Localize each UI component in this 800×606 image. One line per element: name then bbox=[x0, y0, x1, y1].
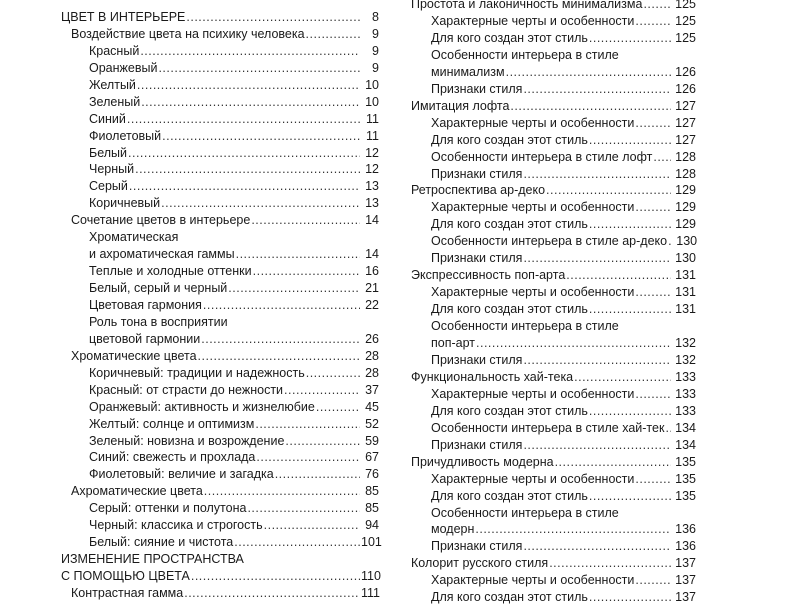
toc-entry bbox=[61, 280, 379, 297]
dot-leader bbox=[555, 454, 671, 471]
dot-leader bbox=[589, 301, 671, 318]
toc-page-number: 127 bbox=[675, 98, 696, 113]
toc-entry bbox=[61, 365, 379, 382]
dot-leader bbox=[635, 13, 671, 30]
dot-leader bbox=[549, 555, 671, 572]
toc-entry-title: Для кого создан этот стиль bbox=[431, 302, 588, 317]
toc-page-number: 135 bbox=[675, 454, 696, 469]
dot-leader bbox=[476, 335, 671, 352]
dot-leader bbox=[523, 538, 671, 555]
toc-entry-title: Коричневый bbox=[89, 196, 161, 211]
toc-entry-title: Синий bbox=[89, 111, 126, 126]
toc-entry-title: Признаки стиля bbox=[431, 352, 523, 367]
toc-entry-title: Желтый: солнце и оптимизм bbox=[89, 416, 255, 431]
toc-page-number: 127 bbox=[675, 132, 696, 147]
toc-entry bbox=[61, 433, 379, 450]
dot-leader bbox=[635, 115, 671, 132]
toc-entry bbox=[61, 382, 379, 399]
dot-leader bbox=[523, 437, 671, 454]
toc-entry-title: поп-арт bbox=[431, 336, 476, 350]
toc-page-number: 129 bbox=[675, 200, 696, 215]
toc-entry bbox=[61, 128, 379, 145]
toc-entry bbox=[411, 64, 696, 81]
toc-entry-title: Экспрессивность поп-арта bbox=[411, 268, 566, 283]
toc-entry-title: минимализм bbox=[431, 64, 505, 79]
toc-page-number: 137 bbox=[675, 590, 696, 605]
toc-entry-title: Хроматические цвета bbox=[71, 348, 197, 363]
toc-page-number: 13 bbox=[365, 179, 379, 194]
toc-entry-title: Зеленый: новизна и возрождение bbox=[89, 433, 285, 448]
toc-entry-title: Фиолетовый bbox=[89, 128, 162, 143]
toc-entry bbox=[61, 466, 379, 483]
toc-page-number: 137 bbox=[675, 556, 696, 571]
toc-entry bbox=[61, 263, 379, 280]
toc-section bbox=[61, 568, 379, 585]
toc-section bbox=[61, 551, 379, 568]
toc-page-number: 125 bbox=[675, 0, 696, 11]
dot-leader bbox=[236, 246, 360, 263]
dot-leader bbox=[635, 572, 671, 589]
toc-page-number: 37 bbox=[365, 382, 379, 397]
toc-entry bbox=[61, 500, 379, 517]
dot-leader bbox=[510, 98, 671, 115]
toc-entry-title: и ахроматическая гаммы bbox=[89, 247, 235, 262]
toc-entry bbox=[411, 488, 696, 505]
toc-entry bbox=[61, 246, 379, 263]
toc-entry-title: Серый: оттенки и полутона bbox=[89, 501, 247, 516]
toc-page-number: 133 bbox=[675, 369, 696, 384]
toc-page-number: 11 bbox=[366, 111, 379, 126]
toc-page-number: 76 bbox=[365, 467, 379, 482]
dot-leader bbox=[247, 500, 360, 517]
toc-entry-title: Оранжевый bbox=[89, 60, 158, 75]
dot-leader bbox=[635, 199, 671, 216]
toc-page-number: 128 bbox=[675, 149, 696, 164]
toc-entry-title: Имитация лофта bbox=[411, 98, 510, 113]
toc-entry-title: Черный: классика и строгость bbox=[89, 518, 263, 533]
toc-page-number: 136 bbox=[675, 539, 696, 554]
toc-page-number: 137 bbox=[675, 573, 696, 588]
dot-leader bbox=[589, 488, 671, 505]
toc-entry-title: Белый bbox=[89, 145, 128, 160]
dot-leader bbox=[161, 195, 360, 212]
dot-leader bbox=[255, 416, 360, 433]
toc-page-number: 9 bbox=[372, 60, 379, 75]
toc-page-number: 134 bbox=[675, 420, 696, 435]
toc-page-number: 110 bbox=[361, 569, 381, 584]
toc-entry bbox=[61, 145, 379, 162]
toc-page-number: 14 bbox=[365, 247, 379, 262]
dot-leader bbox=[523, 166, 671, 183]
dot-leader bbox=[184, 585, 360, 602]
toc-entry bbox=[411, 132, 696, 149]
toc-entry bbox=[411, 521, 696, 538]
toc-page-number: 125 bbox=[675, 13, 696, 28]
toc-page-number: 10 bbox=[365, 77, 379, 92]
toc-entry-title: Оранжевый: активность и жизнелюбие bbox=[89, 399, 315, 414]
toc-entry-title: Причудливость модерна bbox=[411, 454, 554, 469]
toc-page-number: 8 bbox=[372, 10, 379, 24]
toc-page-number: 132 bbox=[675, 352, 696, 367]
toc-entry bbox=[411, 284, 696, 301]
toc-entry bbox=[61, 43, 379, 60]
dot-leader bbox=[574, 369, 671, 386]
toc-entry-title: Особенности интерьера в стиле bbox=[431, 505, 619, 520]
dot-leader bbox=[589, 132, 671, 149]
toc-page-number: 85 bbox=[365, 501, 379, 516]
dot-leader bbox=[523, 81, 671, 98]
dot-leader bbox=[523, 352, 671, 369]
toc-page-number: 13 bbox=[365, 196, 379, 211]
toc-entry bbox=[61, 178, 379, 195]
dot-leader bbox=[643, 0, 671, 13]
dot-leader bbox=[201, 331, 360, 348]
dot-leader bbox=[141, 94, 360, 111]
toc-entry bbox=[411, 81, 696, 98]
toc-entry-title: Красный bbox=[89, 43, 140, 58]
toc-entry-title: Серый bbox=[89, 179, 128, 194]
dot-leader bbox=[203, 297, 360, 314]
toc-entry-title: Характерные черты и особенности bbox=[431, 13, 635, 28]
dot-leader bbox=[635, 284, 671, 301]
dot-leader bbox=[264, 517, 360, 534]
toc-entry bbox=[411, 538, 696, 555]
toc-entry-title: Для кого создан этот стиль bbox=[431, 590, 588, 605]
toc-section bbox=[411, 0, 696, 13]
toc-entry bbox=[61, 212, 379, 229]
toc-page-number: 11 bbox=[366, 128, 379, 143]
toc-entry bbox=[411, 47, 696, 64]
toc-page-number: 126 bbox=[675, 81, 696, 96]
dot-leader bbox=[198, 348, 360, 365]
toc-entry-title: Признаки стиля bbox=[431, 251, 523, 266]
toc-section bbox=[411, 98, 696, 115]
toc-entry bbox=[61, 60, 379, 77]
toc-page-number: 129 bbox=[675, 183, 696, 198]
toc-entry bbox=[411, 199, 696, 216]
toc-entry-title: Характерные черты и особенности bbox=[431, 200, 635, 215]
toc-page-number: 127 bbox=[675, 115, 696, 130]
toc-page-number: 135 bbox=[675, 488, 696, 503]
toc-entry bbox=[411, 386, 696, 403]
dot-leader bbox=[589, 589, 671, 606]
toc-entry-title: Для кого создан этот стиль bbox=[431, 488, 588, 503]
toc-entry-title: Признаки стиля bbox=[431, 166, 523, 181]
toc-entry-title: Особенности интерьера в стиле bbox=[431, 319, 619, 334]
toc-page-number: 12 bbox=[365, 162, 379, 177]
toc-entry-title: Сочетание цветов в интерьере bbox=[71, 213, 251, 228]
dot-leader bbox=[127, 111, 360, 128]
toc-entry-title: Характерные черты и особенности bbox=[431, 115, 635, 130]
dot-leader bbox=[137, 77, 360, 94]
toc-entry-title: Зеленый bbox=[89, 94, 141, 109]
toc-entry-title: Простота и лаконичность минимализма bbox=[411, 0, 643, 11]
toc-entry bbox=[411, 166, 696, 183]
dot-leader bbox=[285, 433, 360, 450]
dot-leader bbox=[158, 60, 360, 77]
toc-entry-title: Признаки стиля bbox=[431, 81, 523, 96]
toc-entry bbox=[61, 26, 379, 43]
toc-entry-title: Хроматическая bbox=[89, 230, 179, 245]
toc-page-number: 22 bbox=[365, 297, 379, 312]
toc-page-number: 85 bbox=[365, 484, 379, 499]
toc-page-number: 133 bbox=[675, 403, 696, 418]
toc-entry bbox=[61, 195, 379, 212]
toc-entry bbox=[61, 416, 379, 433]
toc-entry bbox=[411, 216, 696, 233]
toc-entry-title: Особенности интерьера в стиле хай-тек bbox=[431, 420, 665, 435]
toc-entry-title: Фиолетовый: величие и загадка bbox=[89, 467, 274, 482]
dot-leader bbox=[135, 161, 360, 178]
toc-entry bbox=[411, 403, 696, 420]
toc-entry bbox=[61, 585, 379, 602]
toc-entry-title: Ахроматические цвета bbox=[71, 484, 203, 499]
toc-entry-title: Черный bbox=[89, 162, 135, 177]
toc-entry-title: Для кого создан этот стиль bbox=[431, 403, 588, 418]
dot-leader bbox=[204, 483, 360, 500]
dot-leader bbox=[140, 43, 360, 60]
dot-leader bbox=[186, 9, 360, 26]
toc-entry-title: Синий: свежесть и прохлада bbox=[89, 450, 256, 465]
toc-page-number: 9 bbox=[372, 43, 379, 58]
toc-entry bbox=[61, 399, 379, 416]
dot-leader bbox=[234, 534, 360, 551]
toc-entry bbox=[61, 517, 379, 534]
dot-leader bbox=[475, 521, 671, 538]
toc-entry-title: Для кого создан этот стиль bbox=[431, 132, 588, 147]
dot-leader bbox=[668, 233, 672, 250]
dot-leader bbox=[546, 182, 671, 199]
toc-page-number: 14 bbox=[365, 213, 379, 228]
dot-leader bbox=[523, 250, 671, 267]
dot-leader bbox=[306, 365, 360, 382]
toc-entry-title: ИЗМЕНЕНИЕ ПРОСТРАНСТВА bbox=[61, 552, 244, 567]
toc-page-number: 125 bbox=[675, 30, 696, 45]
toc-entry-title: Желтый bbox=[89, 77, 136, 92]
toc-entry bbox=[411, 505, 696, 522]
toc-page-number: 101 bbox=[361, 535, 382, 550]
toc-entry bbox=[61, 331, 379, 348]
toc-page-number: 59 bbox=[365, 433, 379, 448]
dot-leader bbox=[635, 386, 671, 403]
toc-entry bbox=[411, 437, 696, 454]
dot-leader bbox=[589, 403, 671, 420]
toc-entry-title: Красный: от страсти до нежности bbox=[89, 382, 284, 397]
toc-entry-title: Колорит русского стиля bbox=[411, 556, 549, 571]
toc-entry-title: Коричневый: традиции и надежность bbox=[89, 365, 305, 380]
toc-entry bbox=[411, 335, 696, 352]
toc-entry bbox=[61, 348, 379, 365]
dot-leader bbox=[253, 263, 360, 280]
dot-leader bbox=[316, 399, 360, 416]
dot-leader bbox=[191, 568, 360, 585]
toc-page-number: 136 bbox=[675, 522, 696, 537]
toc-entry bbox=[411, 301, 696, 318]
toc-page-number: 9 bbox=[372, 26, 379, 41]
dot-leader bbox=[129, 178, 360, 195]
dot-leader bbox=[589, 30, 671, 47]
toc-page-number: 111 bbox=[361, 585, 381, 600]
toc-entry-title: Белый: сияние и чистота bbox=[89, 535, 234, 550]
toc-page-number: 130 bbox=[675, 251, 696, 266]
toc-entry-title: Воздействие цвета на психику человека bbox=[71, 26, 305, 41]
toc-entry bbox=[411, 318, 696, 335]
dot-leader bbox=[228, 280, 360, 297]
toc-entry bbox=[411, 589, 696, 606]
dot-leader bbox=[275, 466, 360, 483]
toc-page-number: 133 bbox=[675, 386, 696, 401]
toc-entry bbox=[61, 483, 379, 500]
toc-entry-title: ЦВЕТ В ИНТЕРЬЕРЕ bbox=[61, 10, 186, 24]
toc-page-number: 45 bbox=[365, 399, 379, 414]
toc-page-number: 135 bbox=[675, 471, 696, 486]
toc-entry bbox=[61, 161, 379, 178]
toc-entry bbox=[61, 449, 379, 466]
toc-page-number: 131 bbox=[675, 302, 696, 317]
toc-entry-title: Характерные черты и особенности bbox=[431, 386, 635, 401]
toc-entry bbox=[61, 534, 382, 551]
toc-page-number: 26 bbox=[365, 331, 379, 346]
toc-entry-title: Характерные черты и особенности bbox=[431, 573, 635, 588]
dot-leader bbox=[284, 382, 360, 399]
toc-entry bbox=[411, 572, 696, 589]
toc-entry bbox=[411, 13, 696, 30]
toc-section bbox=[411, 454, 696, 471]
dot-leader bbox=[653, 149, 671, 166]
toc-page-number: 131 bbox=[675, 285, 696, 300]
toc-page-number: 126 bbox=[675, 64, 696, 79]
dot-leader bbox=[162, 128, 360, 145]
toc-page-number: 16 bbox=[365, 264, 379, 279]
toc-page-number: 128 bbox=[675, 166, 696, 181]
toc-section bbox=[411, 555, 696, 572]
toc-entry-title: Для кого создан этот стиль bbox=[431, 217, 588, 232]
toc-entry-title: Роль тона в восприятии bbox=[89, 314, 228, 329]
toc-entry-title: С ПОМОЩЬЮ ЦВЕТА bbox=[61, 569, 190, 584]
toc-entry-title: Теплые и холодные оттенки bbox=[89, 264, 252, 279]
toc-page-number: 21 bbox=[365, 281, 379, 296]
toc-entry bbox=[411, 352, 696, 369]
toc-entry bbox=[61, 297, 379, 314]
dot-leader bbox=[251, 212, 360, 229]
toc-right-column bbox=[411, 0, 698, 605]
toc-entry-title: Характерные черты и особенности bbox=[431, 285, 635, 300]
toc-page-number: 129 bbox=[675, 217, 696, 232]
toc-entry-title: Ретроспектива ар-деко bbox=[411, 183, 546, 198]
toc-entry bbox=[411, 471, 696, 488]
toc-entry-title: Особенности интерьера в стиле лофт bbox=[431, 149, 653, 164]
toc-entry bbox=[411, 233, 696, 250]
toc-entry bbox=[61, 94, 379, 111]
dot-leader bbox=[506, 64, 671, 81]
toc-section bbox=[411, 182, 696, 199]
toc-section bbox=[411, 369, 696, 386]
toc-page-number: 131 bbox=[675, 268, 696, 283]
toc-entry bbox=[411, 250, 696, 267]
toc-entry bbox=[61, 111, 379, 128]
toc-page-number: 12 bbox=[365, 145, 379, 160]
toc-entry bbox=[61, 77, 379, 94]
dot-leader bbox=[256, 449, 360, 466]
toc-entry-title: Цветовая гармония bbox=[89, 297, 202, 312]
toc-entry bbox=[411, 30, 696, 47]
dot-leader bbox=[665, 420, 671, 437]
toc-entry-title: Для кого создан этот стиль bbox=[431, 30, 588, 45]
dot-leader bbox=[635, 471, 671, 488]
toc-page-number: 130 bbox=[676, 234, 698, 249]
toc-entry-title: Особенности интерьера в стиле ар-деко bbox=[431, 234, 668, 249]
toc-entry-title: Контрастная гамма bbox=[71, 585, 184, 600]
toc-entry bbox=[411, 420, 696, 437]
toc-entry bbox=[411, 149, 696, 166]
toc-entry-title: Функциональность хай-тека bbox=[411, 369, 574, 384]
dot-leader bbox=[128, 145, 360, 162]
dot-leader bbox=[306, 26, 360, 43]
toc-entry-title: Белый, серый и черный bbox=[89, 281, 228, 296]
toc-entry bbox=[61, 314, 379, 331]
dot-leader bbox=[589, 216, 671, 233]
toc-entry-title: Признаки стиля bbox=[431, 437, 523, 452]
toc-page-number: 52 bbox=[365, 416, 379, 431]
toc-section bbox=[411, 267, 696, 284]
toc-left-column bbox=[61, 0, 382, 600]
toc-section bbox=[61, 9, 379, 26]
toc-entry-title: модерн bbox=[431, 522, 475, 537]
toc-page-number: 134 bbox=[675, 437, 696, 452]
toc-entry bbox=[61, 229, 379, 246]
toc-page-number: 94 bbox=[365, 518, 379, 533]
dot-leader bbox=[566, 267, 671, 284]
toc-page-number: 28 bbox=[365, 348, 379, 363]
toc-page-number: 10 bbox=[365, 94, 379, 109]
toc-page-number: 67 bbox=[365, 450, 379, 465]
toc-entry-title: Особенности интерьера в стиле bbox=[431, 47, 619, 62]
toc-entry bbox=[411, 115, 696, 132]
toc-entry-title: Характерные черты и особенности bbox=[431, 471, 635, 486]
toc-page-number: 28 bbox=[365, 365, 379, 380]
toc-entry-title: Признаки стиля bbox=[431, 539, 523, 554]
toc-page-number: 132 bbox=[675, 336, 696, 350]
toc-entry-title: цветовой гармонии bbox=[89, 331, 201, 346]
